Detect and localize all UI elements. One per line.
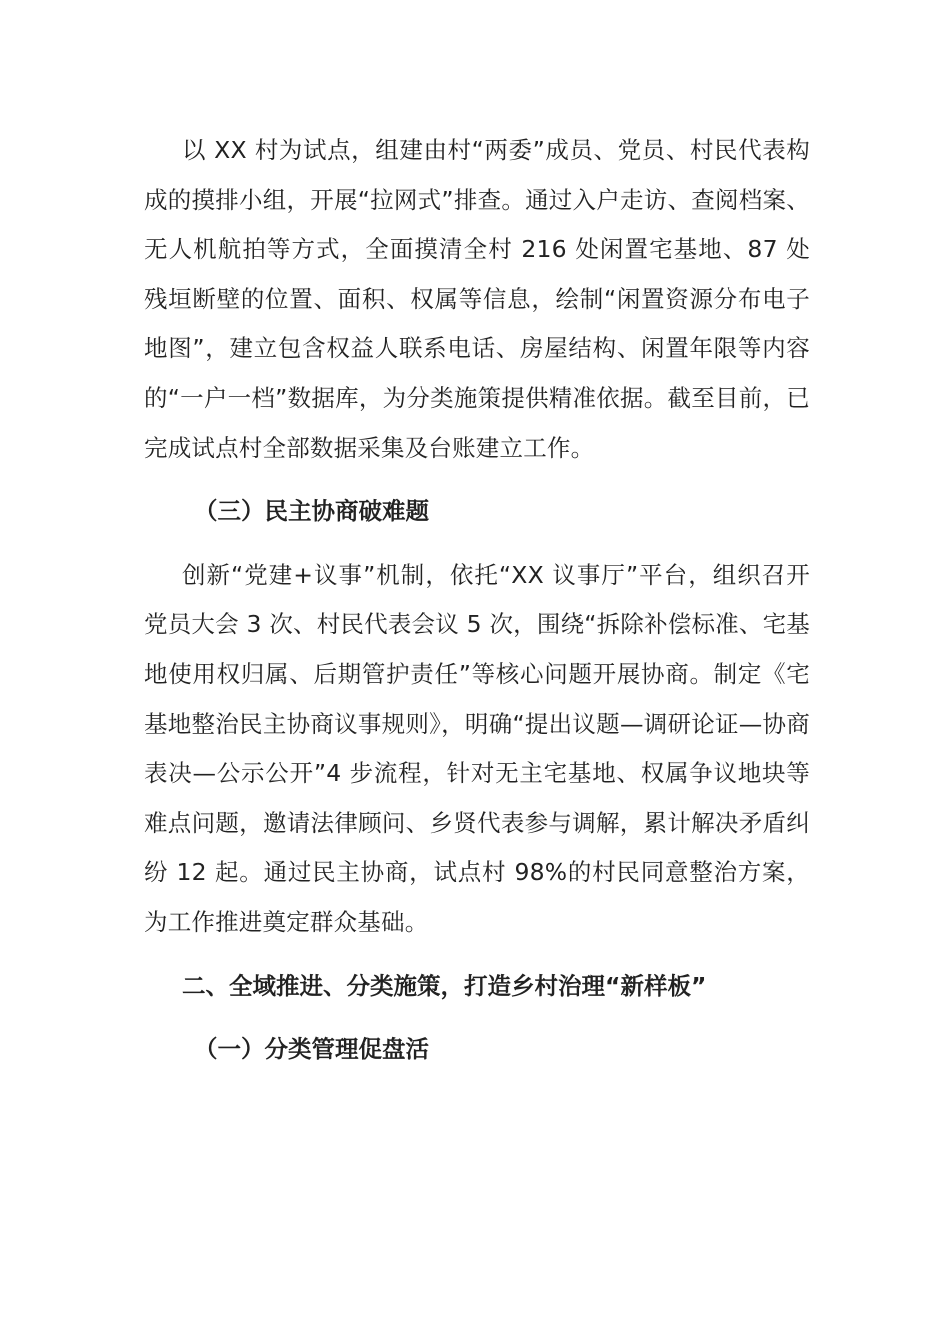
paragraph-consultation: 创新“党建+议事”机制，依托“XX 议事厅”平台，组织召开党员大会 3 次、村民代表会议 5 次，围绕“拆除补偿标准、宅基地使用权归属、后期管护责任”等核心问题开展协商。制定《宅基地整治民主协商议事规则》，明确“提出议题—调研论证—协商表决—公示公开”4 步流程，针对无主宅基地、权属争议地块等难点问题，邀请法律顾问、乡贤代表参与调解，累计解决矛盾纠纷 12 起。通过民主协商，试点村 98%的村民同意整治方案，为工作推进奠定群众基础。	[144, 560, 810, 936]
paragraph-survey: 以 XX 村为试点，组建由村“两委”成员、党员、村民代表构成的摸排小组，开展“拉网式”排查。通过入户走访、查阅档案、无人机航拍等方式，全面摸清全村 216 处闲置宅基地、87 处残垣断壁的位置、面积、权属等信息，绘制“闲置资源分布电子地图”，建立包含权益人联系电话、房屋结构、闲置年限等内容的“一户一档”数据库，为分类施策提供精准依据。截至目前，已完成试点村全部数据采集及台账建立工作。	[144, 136, 810, 462]
spacer	[144, 948, 810, 962]
document-body	[144, 126, 810, 1075]
spacer	[144, 537, 810, 551]
spacer	[144, 473, 810, 487]
heading-section-two: 二、全域推进、分类施策，打造乡村治理“新样板”	[182, 971, 707, 1000]
heading-classified-management: （一）分类管理促盘活	[194, 1035, 429, 1064]
spacer	[144, 1011, 810, 1025]
heading-democratic-consultation: （三）民主协商破难题	[194, 497, 429, 526]
